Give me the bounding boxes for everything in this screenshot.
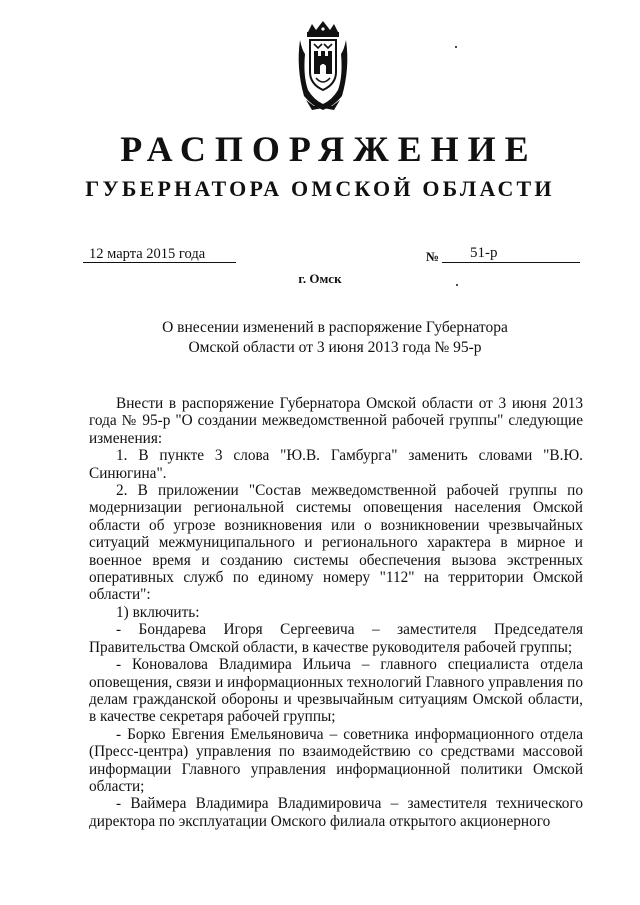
body-intro: Внести в распоряжение Губернатора Омской области от 3 июня 2013 года № 95-р "О создании межведомственной рабочей группы" следующие изменения: [89, 395, 583, 447]
body-item-1: 1. В пункте 3 слова "Ю.В. Гамбурга" заменить словами "В.Ю. Синюгина". [89, 447, 583, 482]
subject-line: О внесении изменений в распоряжение Губернатора [162, 319, 508, 336]
number-underline [442, 262, 580, 263]
date-underline [83, 262, 236, 263]
member-entry: - Борко Евгения Емельяновича – советника информационного отдела (Пресс-центра) управления по взаимодействию со средствами массовой информации Главного управления информационной политики Омской области; [89, 725, 583, 795]
coat-of-arms-emblem [294, 20, 352, 112]
document-city: г. Омск [298, 271, 342, 286]
document-title: РАСПОРЯЖЕНИЕ [120, 129, 538, 169]
number-label: № [426, 249, 440, 264]
member-entry: - Коновалова Владимира Ильича – главного специалиста отдела оповещения, связи и информационных технологий Главного управления по делам гражданской обороны и чрезвычайным ситуациям Омской области, в качестве секретаря рабочей группы; [89, 656, 583, 726]
document-body [89, 395, 583, 830]
scan-speck [455, 46, 457, 48]
document-subtitle: ГУБЕРНАТОРА ОМСКОЙ ОБЛАСТИ [85, 176, 555, 201]
member-entry: - Ваймера Владимира Владимировича – заместителя технического директора по эксплуатации Омского филиала открытого акционерного [89, 795, 583, 830]
body-subitem-1: 1) включить: [116, 603, 200, 621]
document-date: 12 марта 2015 года [89, 246, 206, 262]
member-entry: - Бондарева Игоря Сергеевича – заместителя Председателя Правительства Омской области, в качестве руководителя рабочей группы; [89, 621, 583, 656]
document-number: 51-р [470, 245, 498, 261]
scan-speck [456, 284, 458, 286]
subject-line: Омской области от 3 июня 2013 года № 95-р [188, 339, 482, 356]
document-subject [0, 318, 640, 358]
body-item-2: 2. В приложении "Состав межведомственной рабочей группы по модернизации региональной системы оповещения населения Омской области об угрозе возникновения или о возникновении чрезвычайных ситуаций межмуниципального и регионального характера в мирное и военное время и созданию системы обеспечения вызова экстренных оперативных служб по единому номеру "112" на территории Омской области": [89, 482, 583, 604]
